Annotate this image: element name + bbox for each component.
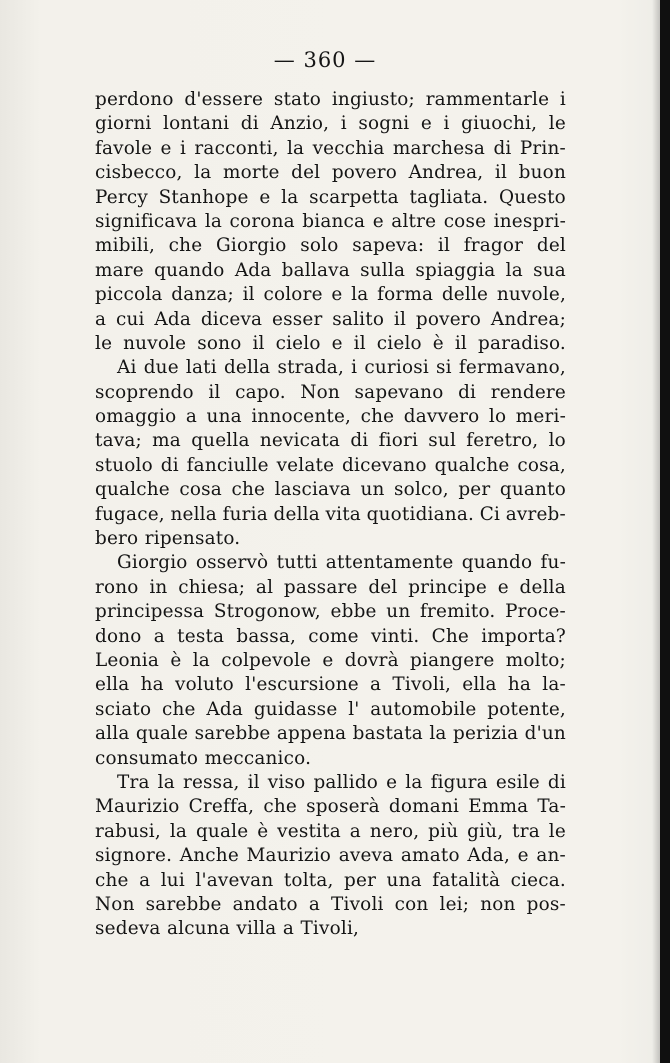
book-spine (660, 0, 670, 1063)
text-line: a cui Ada diceva esser salito il povero Andrea; (95, 308, 566, 330)
text-line: favole e i racconti, la vecchia marchesa di Prin- (95, 137, 566, 159)
text-line: perdono d'essere stato ingiusto; rammentarle i (95, 89, 566, 110)
text-line: mare quando Ada ballava sulla spiaggia la sua (95, 259, 566, 281)
text-line: piccola danza; il colore e la forma delle nuvole, (95, 284, 566, 306)
text-line: sedeva alcuna villa a Tivoli, (95, 918, 360, 940)
text-line: scoprendo il capo. Non sapevano di rendere (95, 381, 566, 403)
text-line: Ai due lati della strada, i curiosi si fermavano, (117, 357, 566, 379)
text-line: signore. Anche Maurizio aveva amato Ada, e an- (95, 845, 566, 867)
text-line: stuolo di fanciulle velate dicevano qualche cosa, (95, 454, 566, 476)
text-line: giorni lontani di Anzio, i sogni e i giuochi, le (95, 113, 566, 135)
text-line: significava la corona bianca e altre cose inespri- (95, 210, 566, 232)
text-line: le nuvole sono il cielo e il cielo è il paradiso. (95, 332, 566, 354)
text-line: qualche cosa che lasciava un solco, per quanto (95, 479, 566, 501)
text-line: alla quale sarebbe appena bastata la perizia d'un (95, 723, 566, 745)
text-line: Non sarebbe andato a Tivoli con lei; non pos- (95, 893, 566, 915)
text-line: Maurizio Creffa, che sposerà domani Emma Ta- (95, 796, 566, 818)
text-line: Giorgio osservò tutti attentamente quando fu- (117, 552, 566, 574)
text-line: rono in chiesa; al passare del principe e della (95, 576, 566, 598)
text-line: ella ha voluto l'escursione a Tivoli, ella ha la- (95, 674, 566, 696)
page-number: — 360 — (273, 48, 377, 72)
text-line: Leonia è la colpevole e dovrà piangere molto; (95, 649, 566, 671)
text-line: cisbecco, la morte del povero Andrea, il buon (95, 162, 566, 184)
spine-shadow (652, 0, 660, 1063)
text-line: mibili, che Giorgio solo sapeva: il fragor del (95, 235, 566, 257)
text-line: Tra la ressa, il viso pallido e la figura esile di (117, 771, 566, 793)
text-line: consumato meccanico. (95, 747, 312, 769)
text-line: dono a testa bassa, come vinti. Che importa? (95, 625, 566, 647)
text-line: tava; ma quella nevicata di fiori sul feretro, lo (95, 430, 566, 452)
text-line: principessa Strogonow, ebbe un fremito. Proce- (95, 601, 566, 623)
body-text (95, 88, 566, 942)
text-line: bero ripensato. (95, 528, 241, 550)
text-line: sciato che Ada guidasse l' automobile potente, (95, 698, 566, 720)
text-line: rabusi, la quale è vestita a nero, più giù, tra le (95, 820, 566, 842)
text-line: omaggio a una innocente, che davvero lo meri- (95, 406, 566, 428)
text-line: che a lui l'avevan tolta, per una fatalità cieca. (95, 869, 566, 891)
text-line: Percy Stanhope e la scarpetta tagliata. Questo (95, 186, 566, 208)
text-line: fugace, nella furia della vita quotidiana. Ci avreb- (95, 503, 566, 525)
